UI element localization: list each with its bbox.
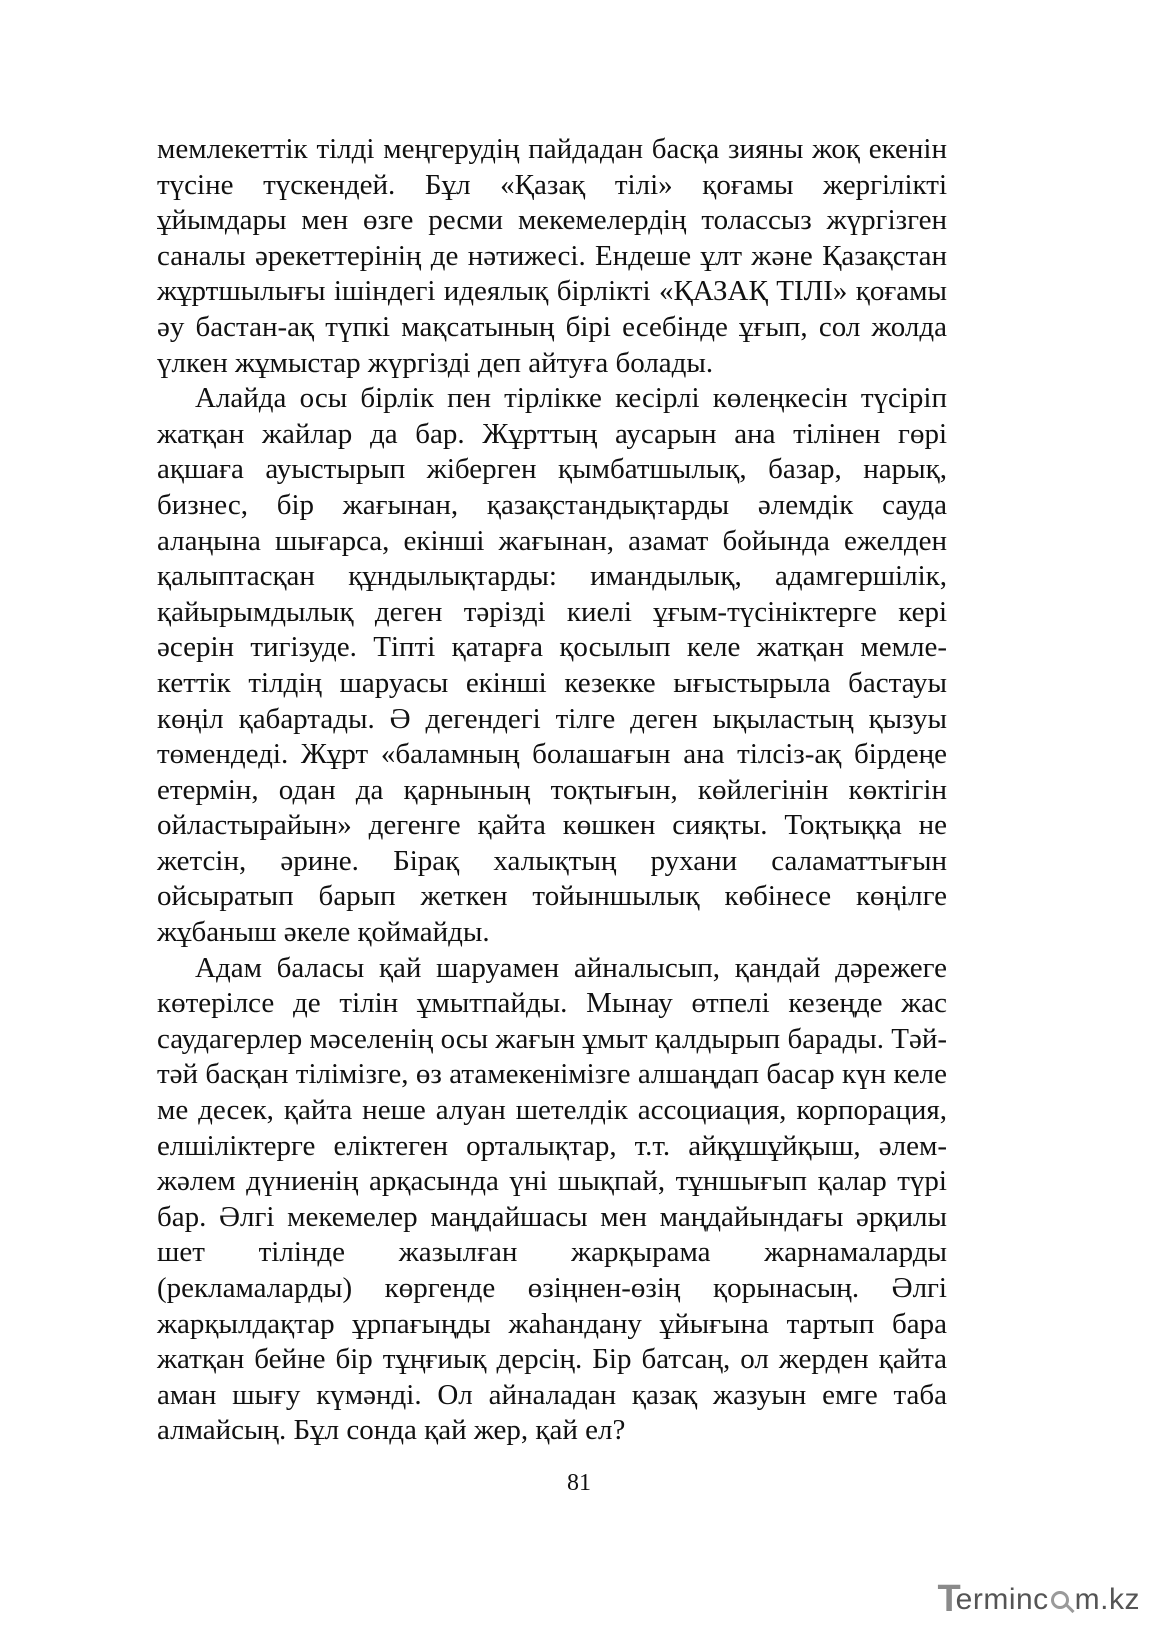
paragraph-2: Алайда осы бірлік пен тірлікке кесірлі көлеңкесін түсіріп жатқан жайлар да бар. Жұрттың аусарын ана тілінен гөрі ақшаға ауыстырып жіберген қымбатшылық, базар, нарық, бизнес, бір жағынан, қазақстандықтарды әлемдік сауда алаңына шығарса, екінші жағынан, азамат бойында ежелден қалыптасқан құндылықтарды: имандылық, адамгершілік, қайырымдылық деген тәрізді киелі ұғым-түсініктерге кері әсерін тигізуде. Тіпті қатарға қосылып келе жатқан мемлекеттік тілдің шаруасы екінші кезекке ығыстырыла бастауы көңіл қабартады. Ә дегендегі тілге деген ықыластың қызуы төмендеді. Жұрт «баламның болашағын ана тілсіз-ақ бірдеңе етермін, одан да қарнының тоқтығын, көйлегінін көктігін ойластырайын» дегенге қайта көшкен сияқты. Тоқтыққа не жетсін, әрине. Бірақ халықтың рухани саламаттығын ойсыратып барып жеткен тойыншылық көбінесе көңілге жұбаныш әкеле қоймайды. bbox=[157, 382, 947, 949]
magnifier-icon bbox=[1051, 1591, 1069, 1609]
termincom-watermark bbox=[937, 1578, 1140, 1621]
paragraph-1: мемлекеттік тілді меңгерудің пайдадан басқа зияны жоқ екенін түсіне түскендей. Бұл «Қазақ тілі» қоғамы жергілікті ұйымдары мен өзге ресми мекемелердің толассыз жүргізген саналы әрекеттерінің де нәтижесі. Ендеше ұлт және Қазақстан жұртшылығы ішіндегі идеялық бірлікті «ҚАЗАҚ ТІЛІ» қоғамы әу бастан-ақ түпкі мақсатының бірі есебінде ұғып, сол жолда үлкен жұмыстар жүргізді деп айтуға болады. bbox=[157, 133, 947, 379]
watermark-logo-letter: T bbox=[937, 1578, 960, 1620]
body-text bbox=[157, 132, 947, 1449]
watermark-text-part1: erminc bbox=[955, 1582, 1049, 1616]
page-number: 81 bbox=[567, 1470, 591, 1496]
paragraph-3: Адам баласы қай шаруамен айналысып, қандай дәрежеге көтерілсе де тілін ұмытпайды. Мынау өтпелі кезеңде жас саудагерлер мәселенің осы жағын ұмыт қалдырып барады. Тәй-тәй басқан тілімізге, өз атамекенімізге алшаңдап басар күн келе ме десек, қайта неше алуан шетелдік ассоциация, корпорация, елшіліктерге еліктеген орталықтар, т.т. айқұшұйқыш, әлем-жәлем дүниенің арқасында үні шықпай, тұншығып қалар түрі бар. Әлгі мекемелер маңдайшасы мен маңдайындағы әрқилы шет тілінде жазылған жарқырама жарнамаларды (рекламаларды) көргенде өзіңнен-өзің қорынасың. Әлгі жарқылдақтар ұрпағыңды жаһандану ұйығына тартып бара жатқан бейне бір тұңғиық дерсің. Бір батсаң, ол жерден қайта аман шығу күмәнді. Ол айналадан қазақ жазуын емге таба алмайсың. Бұл сонда қай жер, қай ел? bbox=[157, 951, 947, 1447]
watermark-text-part2: m.kz bbox=[1074, 1582, 1140, 1616]
